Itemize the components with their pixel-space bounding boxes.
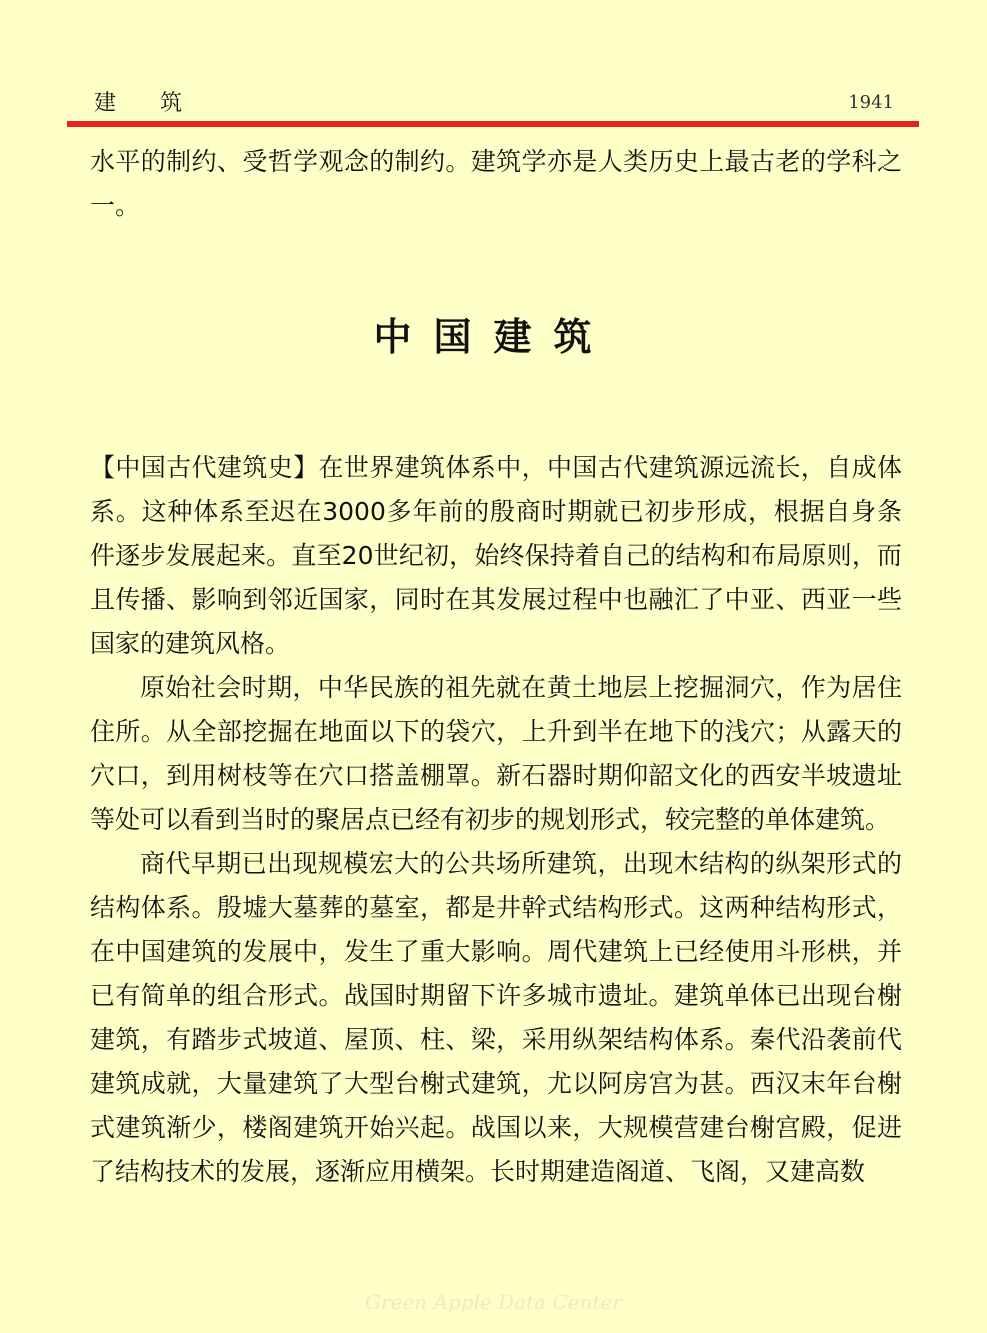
entry-paragraph: 原始社会时期，中华民族的祖先就在黄土地层上挖掘洞穴，作为居住住所。从全部挖掘在地面以下的袋穴，上升到半在地下的浅穴；从露天的穴口，到用树枝等在穴口搭盖棚罩。新石器时期仰韶文化的西安半坡遗址等处可以看到当时的聚居点已经有初步的规划形式，较完整的单体建筑。: [90, 673, 902, 834]
continued-paragraph: 水平的制约、受哲学观念的制约。建筑学亦是人类历史上最古老的学科之一。: [90, 147, 902, 220]
section-title: 中国建筑: [373, 315, 614, 359]
entry-body: [90, 446, 902, 1194]
running-header-title: 建筑: [94, 91, 227, 116]
entry-first-paragraph: [90, 446, 902, 666]
entry-first-paragraph-text: 在世界建筑体系中，中国古代建筑源远流长，自成体系。这种体系至迟在3000多年前的殷商时期就已初步形成，根据自身条件逐步发展起来。直至20世纪初，始终保持着自己的结构和布局原则，而且传播、影响到邻近国家，同时在其发展过程中也融汇了中亚、西亚一些国家的建筑风格。: [90, 453, 902, 658]
entry-heading: 【中国古代建筑史】: [90, 453, 319, 482]
watermark: Green Apple Data Center: [365, 1290, 622, 1314]
page-number: 1941: [848, 92, 894, 113]
header-rule: [67, 121, 919, 127]
continued-text-block: [90, 140, 902, 228]
entry-paragraph: 商代早期已出现规模宏大的公共场所建筑，出现木结构的纵架形式的结构体系。殷墟大墓葬的墓室，都是井幹式结构形式。这两种结构形式，在中国建筑的发展中，发生了重大影响。周代建筑上已经使用斗形栱，并已有简单的组合形式。战国时期留下许多城市遗址。建筑单体已出现台榭建筑，有踏步式坡道、屋顶、柱、梁，采用纵架结构体系。秦代沿袭前代建筑成就，大量建筑了大型台榭式建筑，尤以阿房宫为甚。西汉末年台榭式建筑渐少，楼阁建筑开始兴起。战国以来，大规模营建台榭宫殿，促进了结构技术的发展，逐渐应用横架。长时期建造阁道、飞阁，又建高数: [90, 849, 902, 1186]
